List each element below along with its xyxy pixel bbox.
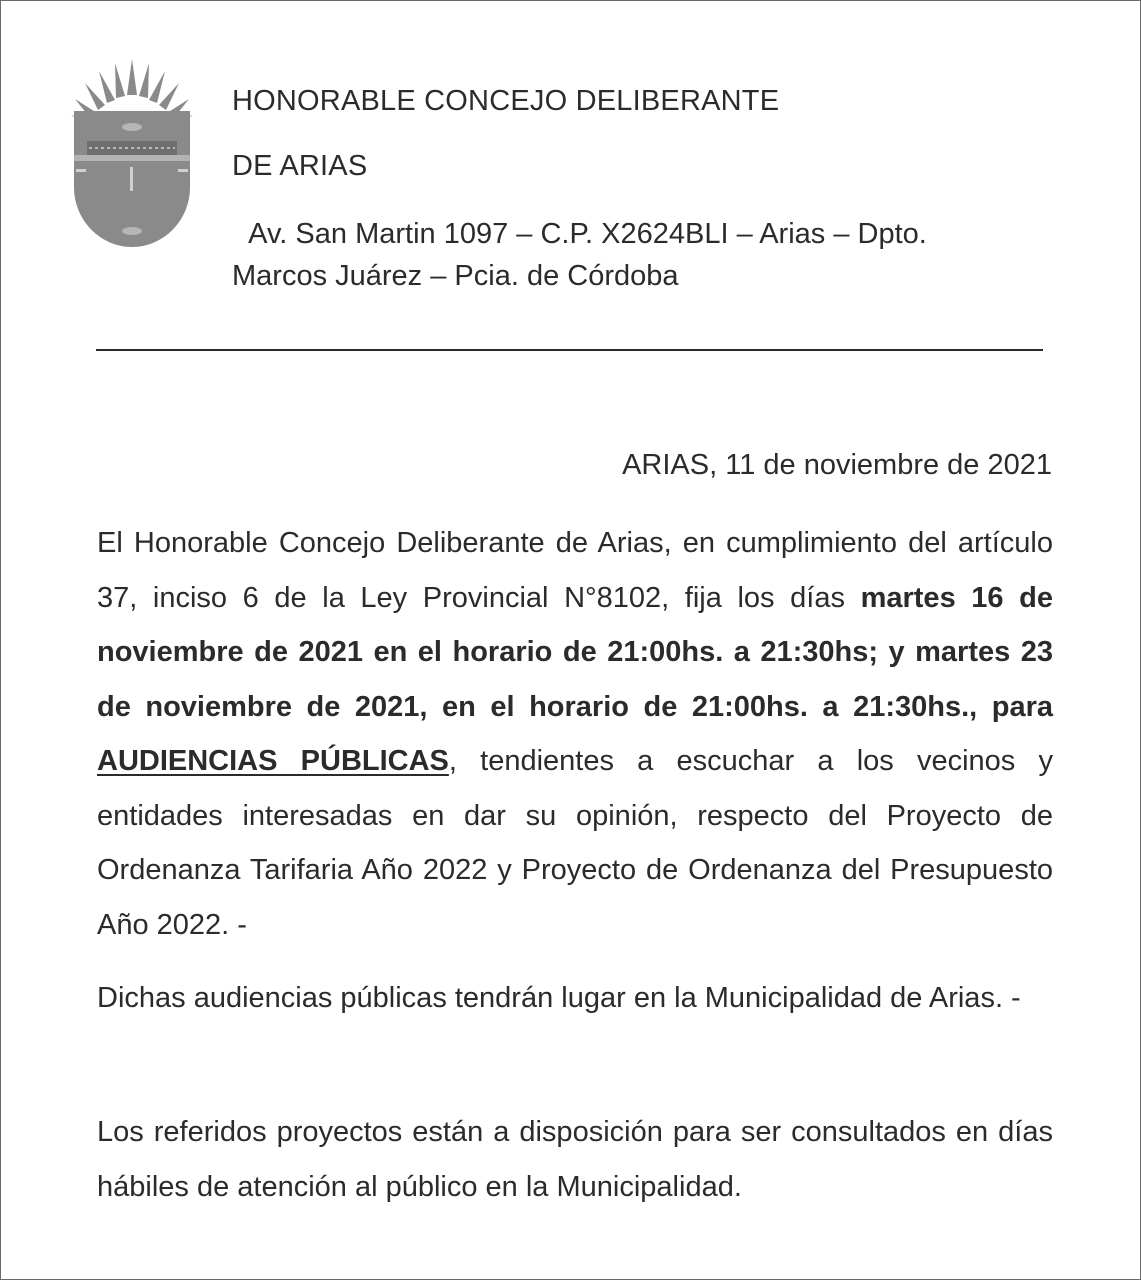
municipal-coat-of-arms-icon	[71, 59, 193, 251]
paragraph-availability: Los referidos proyectos están a disposición para ser consultados en días hábiles de atención al público en la Municipalidad.	[97, 1116, 1053, 1203]
announcement-dates: martes 16 de noviembre de 2021 en el horario de 21:00hs. a 21:30hs; y martes 23 de noviembre de 2021, en el horario de 21:00hs. a 21:30hs., para	[97, 581, 1053, 723]
paragraph-location: Dichas audiencias públicas tendrán lugar en la Municipalidad de Arias. -	[97, 982, 1021, 1014]
address-line2: Marcos Juárez – Pcia. de Córdoba	[232, 260, 679, 292]
paragraph-announcement	[97, 516, 1053, 952]
announcement-text-start: El Honorable Concejo Deliberante de Arias, en cumplimiento del artículo 37, inciso 6 de la Ley Provincial N°8102, fija los días	[97, 527, 1053, 614]
organization-name-line2: DE ARIAS	[232, 150, 368, 182]
address-line1: Av. San Martin 1097 – C.P. X2624BLI – Arias – Dpto.	[248, 218, 927, 250]
address	[232, 213, 1022, 297]
header-divider	[96, 349, 1043, 351]
public-hearings-heading: AUDIENCIAS PÚBLICAS	[97, 745, 449, 777]
announcement-text-end: , tendientes a escuchar a los vecinos y entidades interesadas en dar su opinión, respecto del Proyecto de Ordenanza Tarifaria Año 2022 y Proyecto de Ordenanza del Presupuesto Año 2022. -	[97, 745, 1053, 941]
organization-name-line1: HONORABLE CONCEJO DELIBERANTE	[232, 85, 780, 117]
document-date: ARIAS, 11 de noviembre de 2021	[622, 449, 1052, 481]
